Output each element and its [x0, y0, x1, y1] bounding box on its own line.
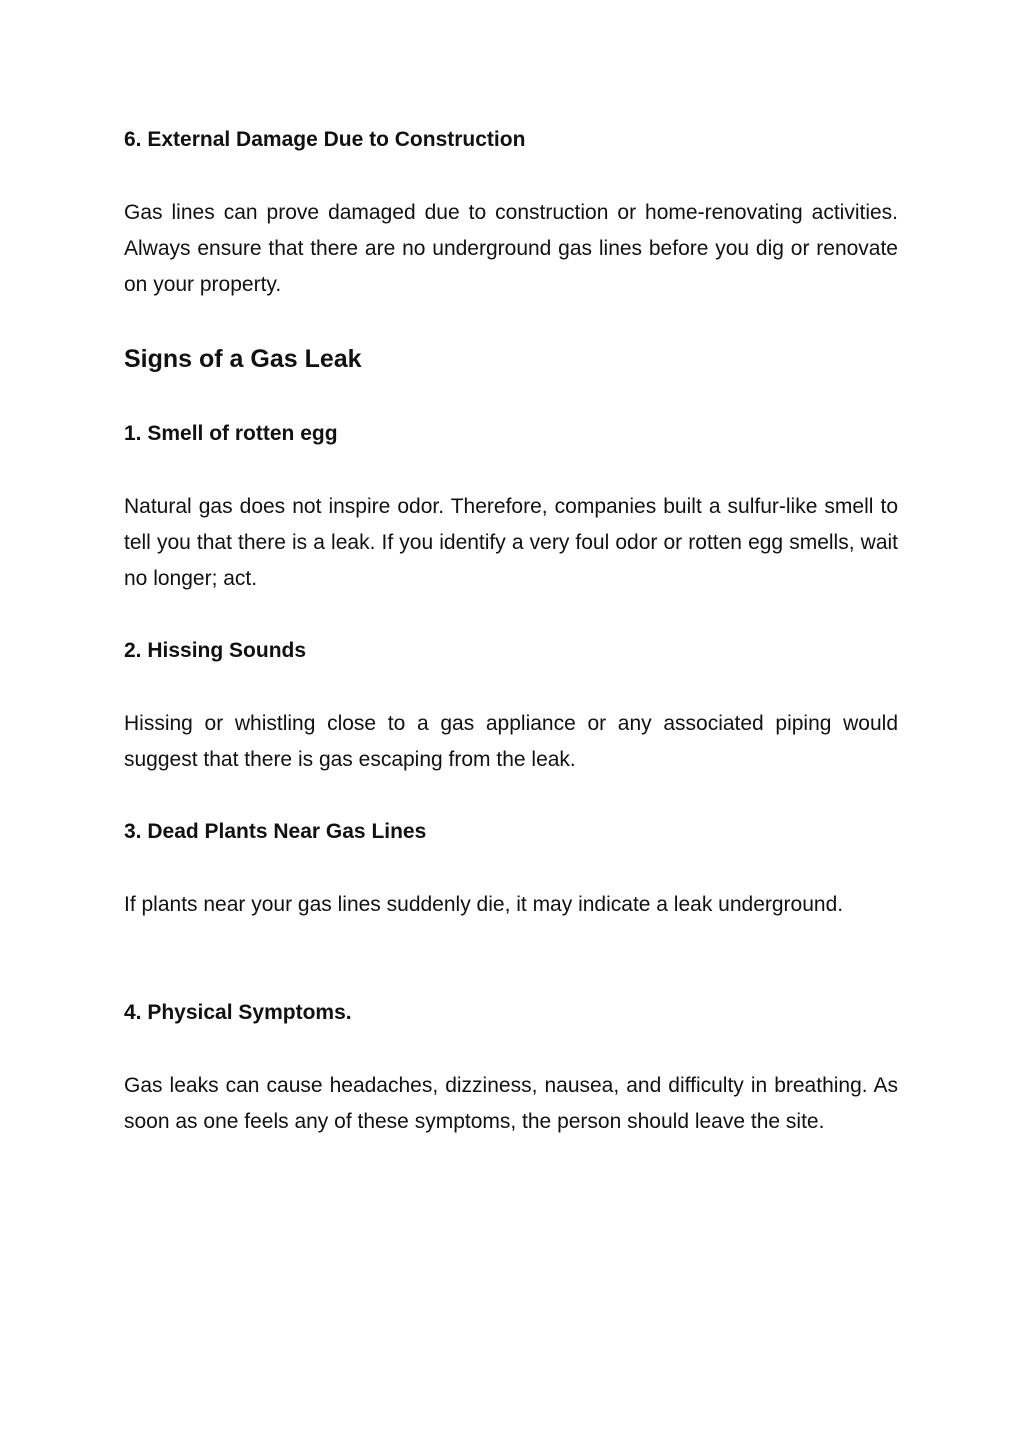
sign-body-rotten-egg: Natural gas does not inspire odor. Therefore, companies built a sulfur-like smell to tell you that there is a leak. If you identify a very foul odor or rotten egg smells, wait no longer; act.: [124, 495, 898, 590]
sign-heading-rotten-egg: 1. Smell of rotten egg: [124, 422, 338, 445]
section-body-external-damage: Gas lines can prove damaged due to construction or home-renovating activities. Always ensure that there are no underground gas lines before you dig or renovate on your property.: [124, 201, 898, 296]
sign-body-physical-symptoms: Gas leaks can cause headaches, dizziness, nausea, and difficulty in breathing. As soon as one feels any of these symptoms, the person should leave the site.: [124, 1074, 898, 1133]
sign-body-hissing: Hissing or whistling close to a gas appliance or any associated piping would suggest that there is gas escaping from the leak.: [124, 712, 898, 771]
sign-body-dead-plants: If plants near your gas lines suddenly die, it may indicate a leak underground.: [124, 893, 844, 916]
sign-heading-dead-plants: 3. Dead Plants Near Gas Lines: [124, 820, 427, 843]
sign-heading-physical-symptoms: 4. Physical Symptoms.: [124, 1001, 352, 1024]
sign-heading-hissing: 2. Hissing Sounds: [124, 639, 307, 662]
signs-section-title: Signs of a Gas Leak: [124, 345, 362, 373]
section-heading-external-damage: 6. External Damage Due to Construction: [124, 128, 526, 151]
